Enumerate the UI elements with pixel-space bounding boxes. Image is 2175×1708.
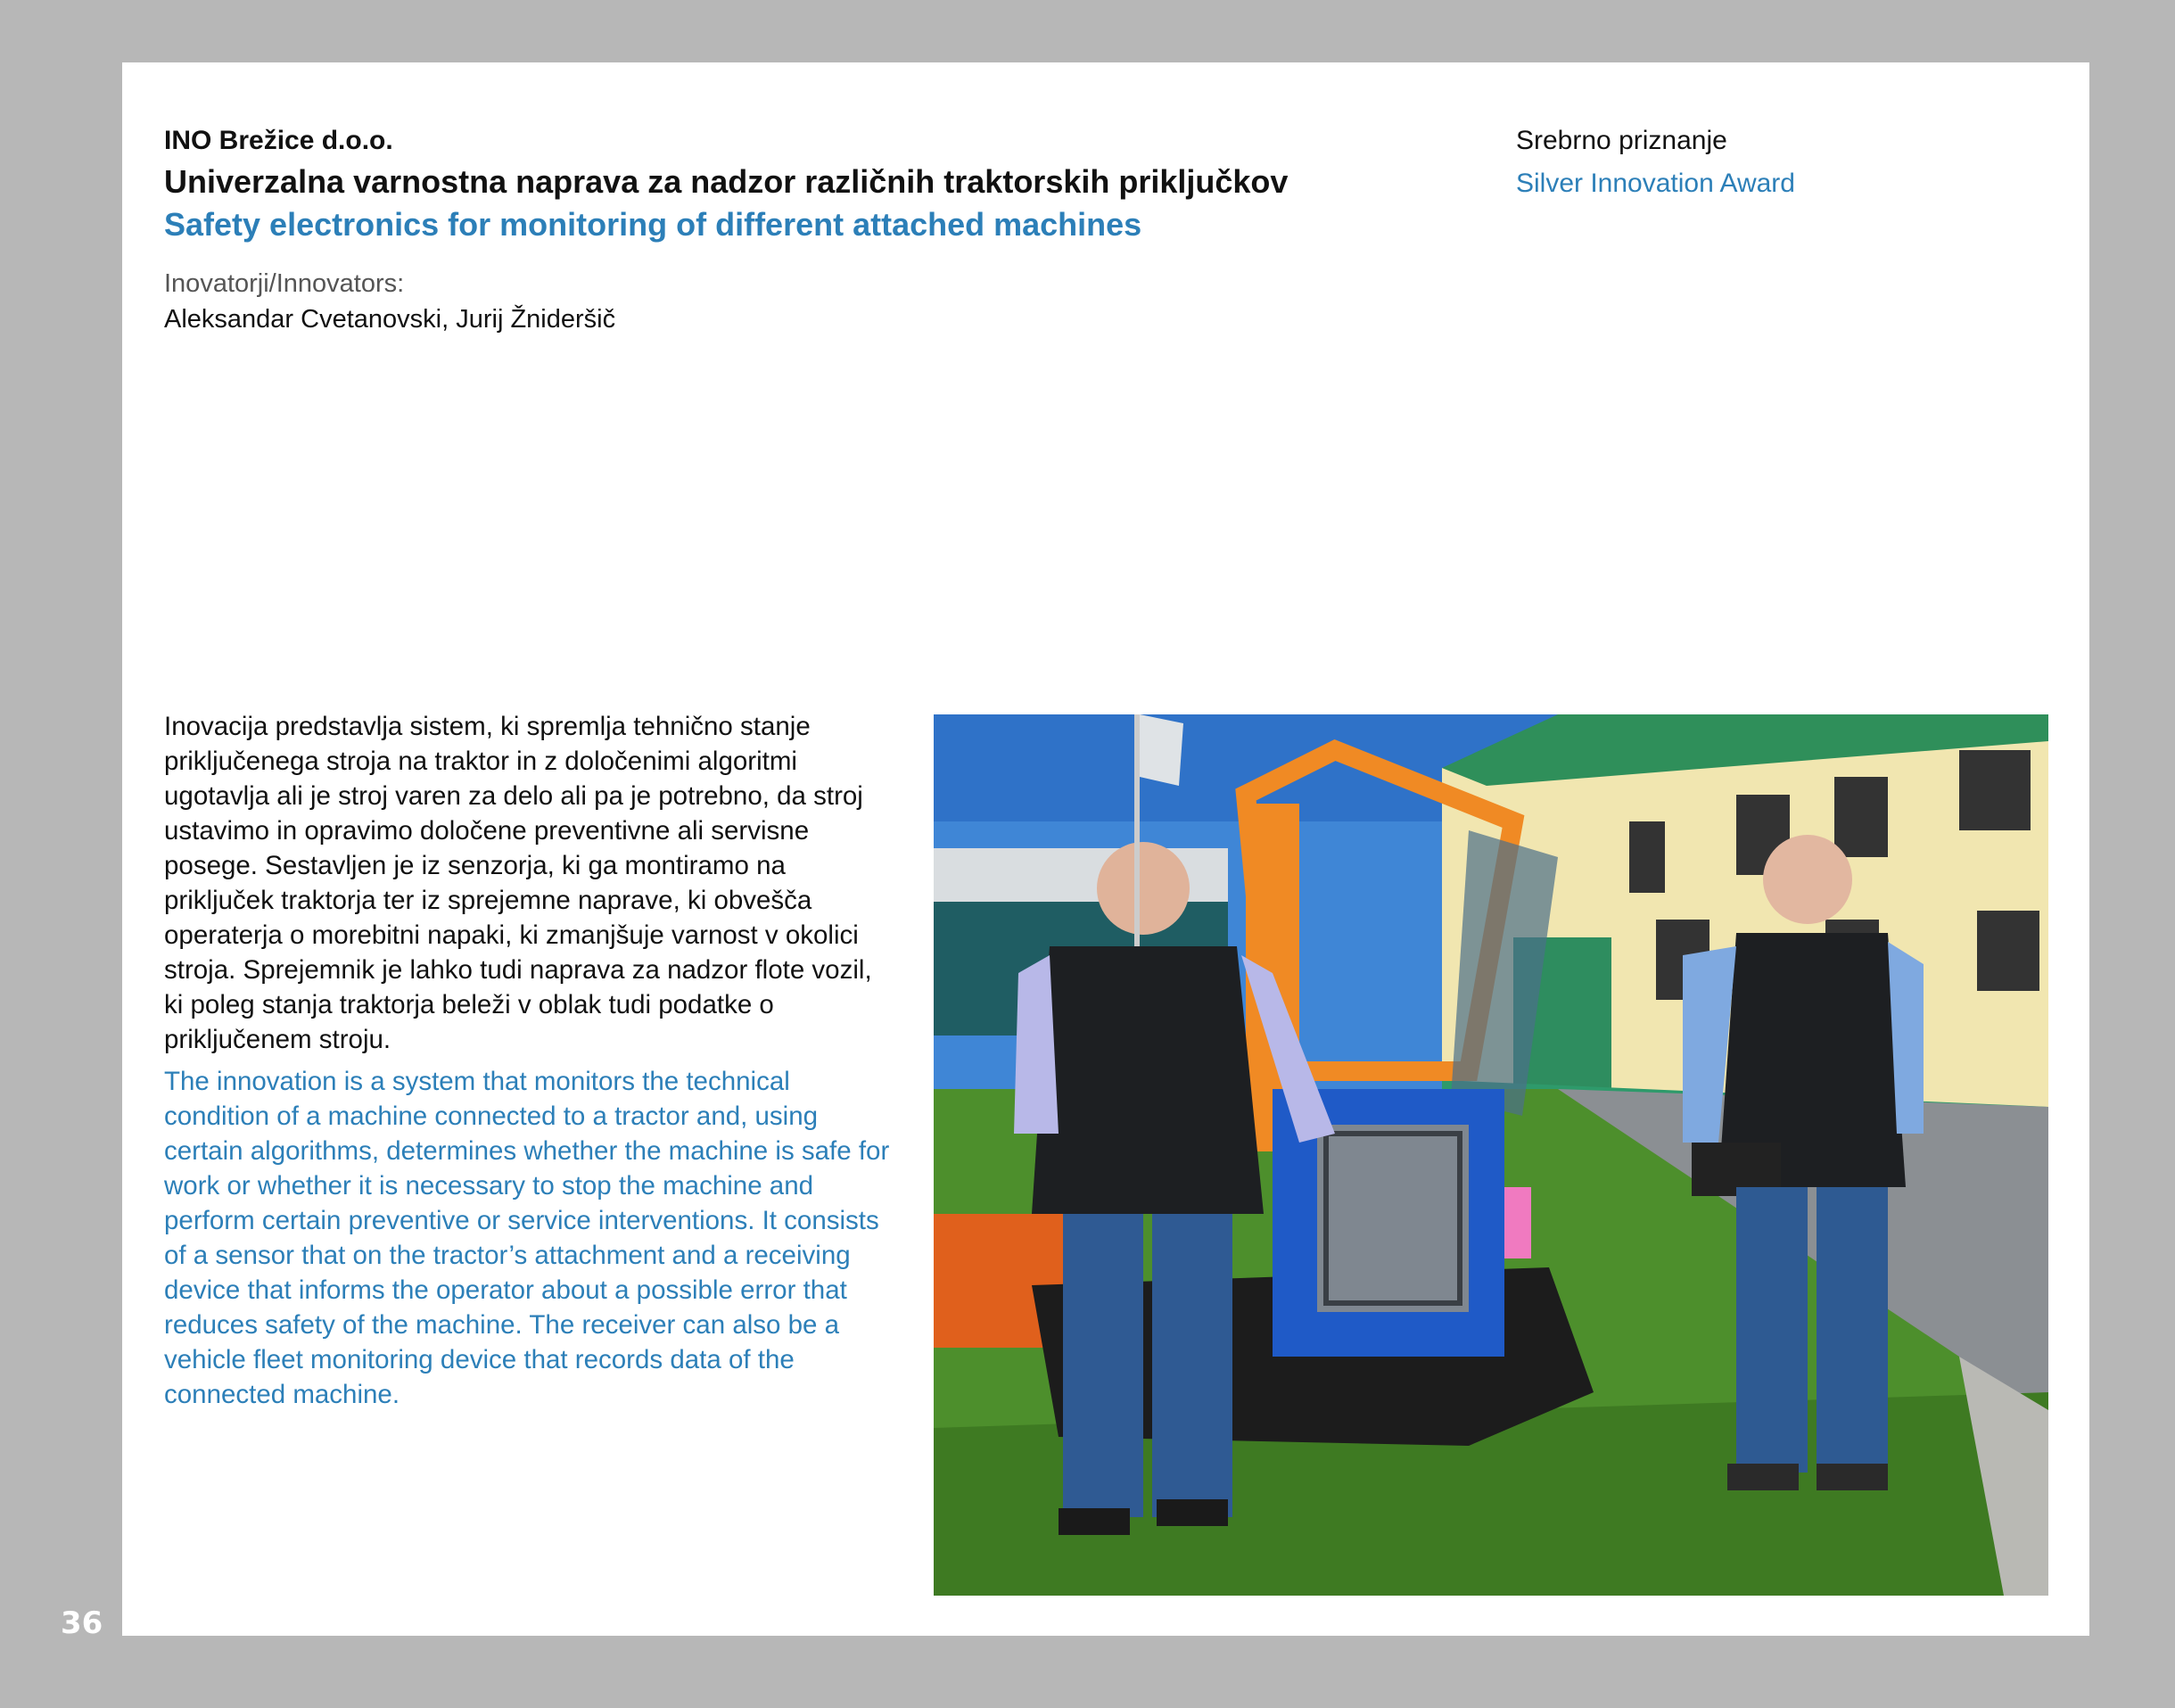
document-page	[122, 62, 2089, 1636]
page-number: 36	[61, 1605, 103, 1641]
award-block	[1516, 123, 1795, 202]
innovators-names: Aleksandar Cvetanovski, Jurij Žnideršič	[164, 305, 616, 334]
innovators-label: Inovatorji/Innovators:	[164, 269, 405, 298]
company-name: INO Brežice d.o.o.	[164, 126, 393, 155]
title-english: Safety electronics for monitoring of different attached machines	[164, 206, 1142, 243]
award-english: Silver Innovation Award	[1516, 169, 1795, 198]
description-block	[164, 709, 895, 1412]
award-slovenian: Srebrno priznanje	[1516, 126, 1727, 155]
title-slovenian: Univerzalna varnostna naprava za nadzor različnih traktorskih priključkov	[164, 163, 1289, 200]
description-slovenian: Inovacija predstavlja sistem, ki spremlja tehnično stanje priključenega stroja na traktor in z določenimi algoritmi ugotavlja ali je stroj varen za delo ali pa je potrebno, da stroj ustavimo in opravimo določene preventivne ali servisne posege. Sestavljen je iz senzorja, ki ga montiramo na priključek traktorja ter iz sprejemne naprave, ki obvešča operaterja o morebitni napaki, ki zmanjšuje varnost v okolici stroja. Sprejemnik je lahko tudi naprava za nadzor flote vozil, ki poleg stanja traktorja beleži v oblak tudi podatke o priključenem stroju.	[164, 712, 872, 1054]
description-english: The innovation is a system that monitors the technical condition of a machine connected to a tractor and, using certain algorithms, determines whether the machine is safe for work or whether it is necessary to stop the machine and perform certain preventive or service interventions. It consists of a sensor that on the tractor’s attachment and a receiving device that informs the operator about a possible error that reduces safety of the machine. The receiver can also be a vehicle fleet monitoring device that records data of the connected machine.	[164, 1067, 890, 1409]
header	[164, 123, 1502, 337]
product-photo	[934, 714, 2048, 1596]
